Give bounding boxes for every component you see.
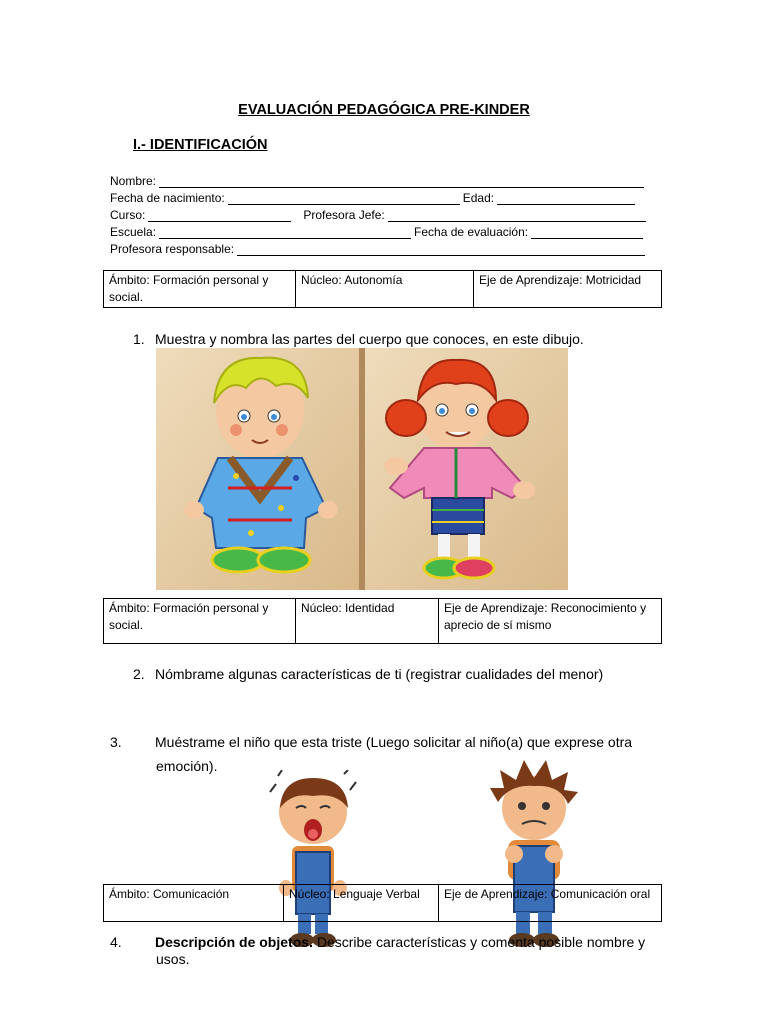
identification-form bbox=[110, 171, 660, 256]
label-curso: Curso: bbox=[110, 208, 146, 222]
label-edad: Edad: bbox=[462, 191, 495, 205]
cell-eje: Eje de Aprendizaje: Motricidad bbox=[474, 271, 662, 308]
question-3 bbox=[110, 730, 681, 778]
ambito-table-2 bbox=[103, 598, 662, 644]
cell-nucleo: Núcleo: Autonomía bbox=[296, 271, 474, 308]
section-heading-identificacion: I.- IDENTIFICACIÓN bbox=[133, 137, 268, 153]
form-row-nombre bbox=[110, 171, 660, 188]
cell-ambito: Ámbito: Comunicación bbox=[104, 885, 284, 922]
form-row-profesora-responsable bbox=[110, 239, 660, 256]
field-fecha-evaluacion[interactable] bbox=[531, 227, 643, 239]
question-number: 4. bbox=[110, 934, 122, 950]
cell-nucleo: Núcleo: Identidad bbox=[296, 599, 439, 644]
question-number: 3. bbox=[110, 734, 122, 750]
question-number: 2. bbox=[133, 666, 145, 682]
cell-eje: Eje de Aprendizaje: Reconocimiento y aprecio de sí mismo bbox=[439, 599, 662, 644]
cell-eje: Eje de Aprendizaje: Comunicación oral bbox=[439, 885, 662, 922]
cell-ambito: Ámbito: Formación personal y social. bbox=[104, 271, 296, 308]
question-number: 1. bbox=[133, 331, 145, 347]
panel-divider bbox=[359, 348, 365, 590]
ambito-table-3 bbox=[103, 884, 662, 922]
label-profesora-jefe: Profesora Jefe: bbox=[303, 208, 385, 222]
document-title: EVALUACIÓN PEDAGÓGICA PRE-KINDER bbox=[238, 102, 530, 118]
cell-nucleo: Núcleo: Lenguaje Verbal bbox=[284, 885, 439, 922]
form-row-nacimiento bbox=[110, 188, 660, 205]
field-escuela[interactable] bbox=[159, 227, 411, 239]
field-nombre[interactable] bbox=[159, 176, 644, 188]
question-text: Muéstrame el niño que esta triste (Luego solicitar al niño(a) que exprese otra emoción). bbox=[155, 734, 633, 774]
question-text: Muestra y nombra las partes del cuerpo que conoces, en este dibujo. bbox=[155, 331, 584, 347]
field-fecha-nacimiento[interactable] bbox=[228, 193, 460, 205]
question-text: Nómbrame algunas características de ti (registrar cualidades del menor) bbox=[155, 666, 604, 682]
label-profesora-responsable: Profesora responsable: bbox=[110, 242, 235, 256]
field-profesora-jefe[interactable] bbox=[388, 210, 646, 222]
question-bold-title: Descripción de objetos. bbox=[155, 934, 313, 950]
label-fecha-evaluacion: Fecha de evaluación: bbox=[414, 225, 529, 239]
body-parts-image bbox=[156, 348, 568, 590]
question-4 bbox=[110, 934, 681, 968]
body-parts-illustration bbox=[156, 348, 568, 590]
question-2 bbox=[133, 662, 693, 686]
field-profesora-responsable[interactable] bbox=[237, 244, 645, 256]
question-text: Describe características y comenta posible nombre y usos. bbox=[156, 934, 646, 967]
field-curso[interactable] bbox=[148, 210, 291, 222]
label-fecha-nacimiento: Fecha de nacimiento: bbox=[110, 191, 225, 205]
field-edad[interactable] bbox=[497, 193, 635, 205]
form-row-curso bbox=[110, 205, 660, 222]
form-row-escuela bbox=[110, 222, 660, 239]
cell-ambito: Ámbito: Formación personal y social. bbox=[104, 599, 296, 644]
label-nombre: Nombre: bbox=[110, 174, 157, 188]
ambito-table-1 bbox=[103, 270, 662, 308]
label-escuela: Escuela: bbox=[110, 225, 157, 239]
